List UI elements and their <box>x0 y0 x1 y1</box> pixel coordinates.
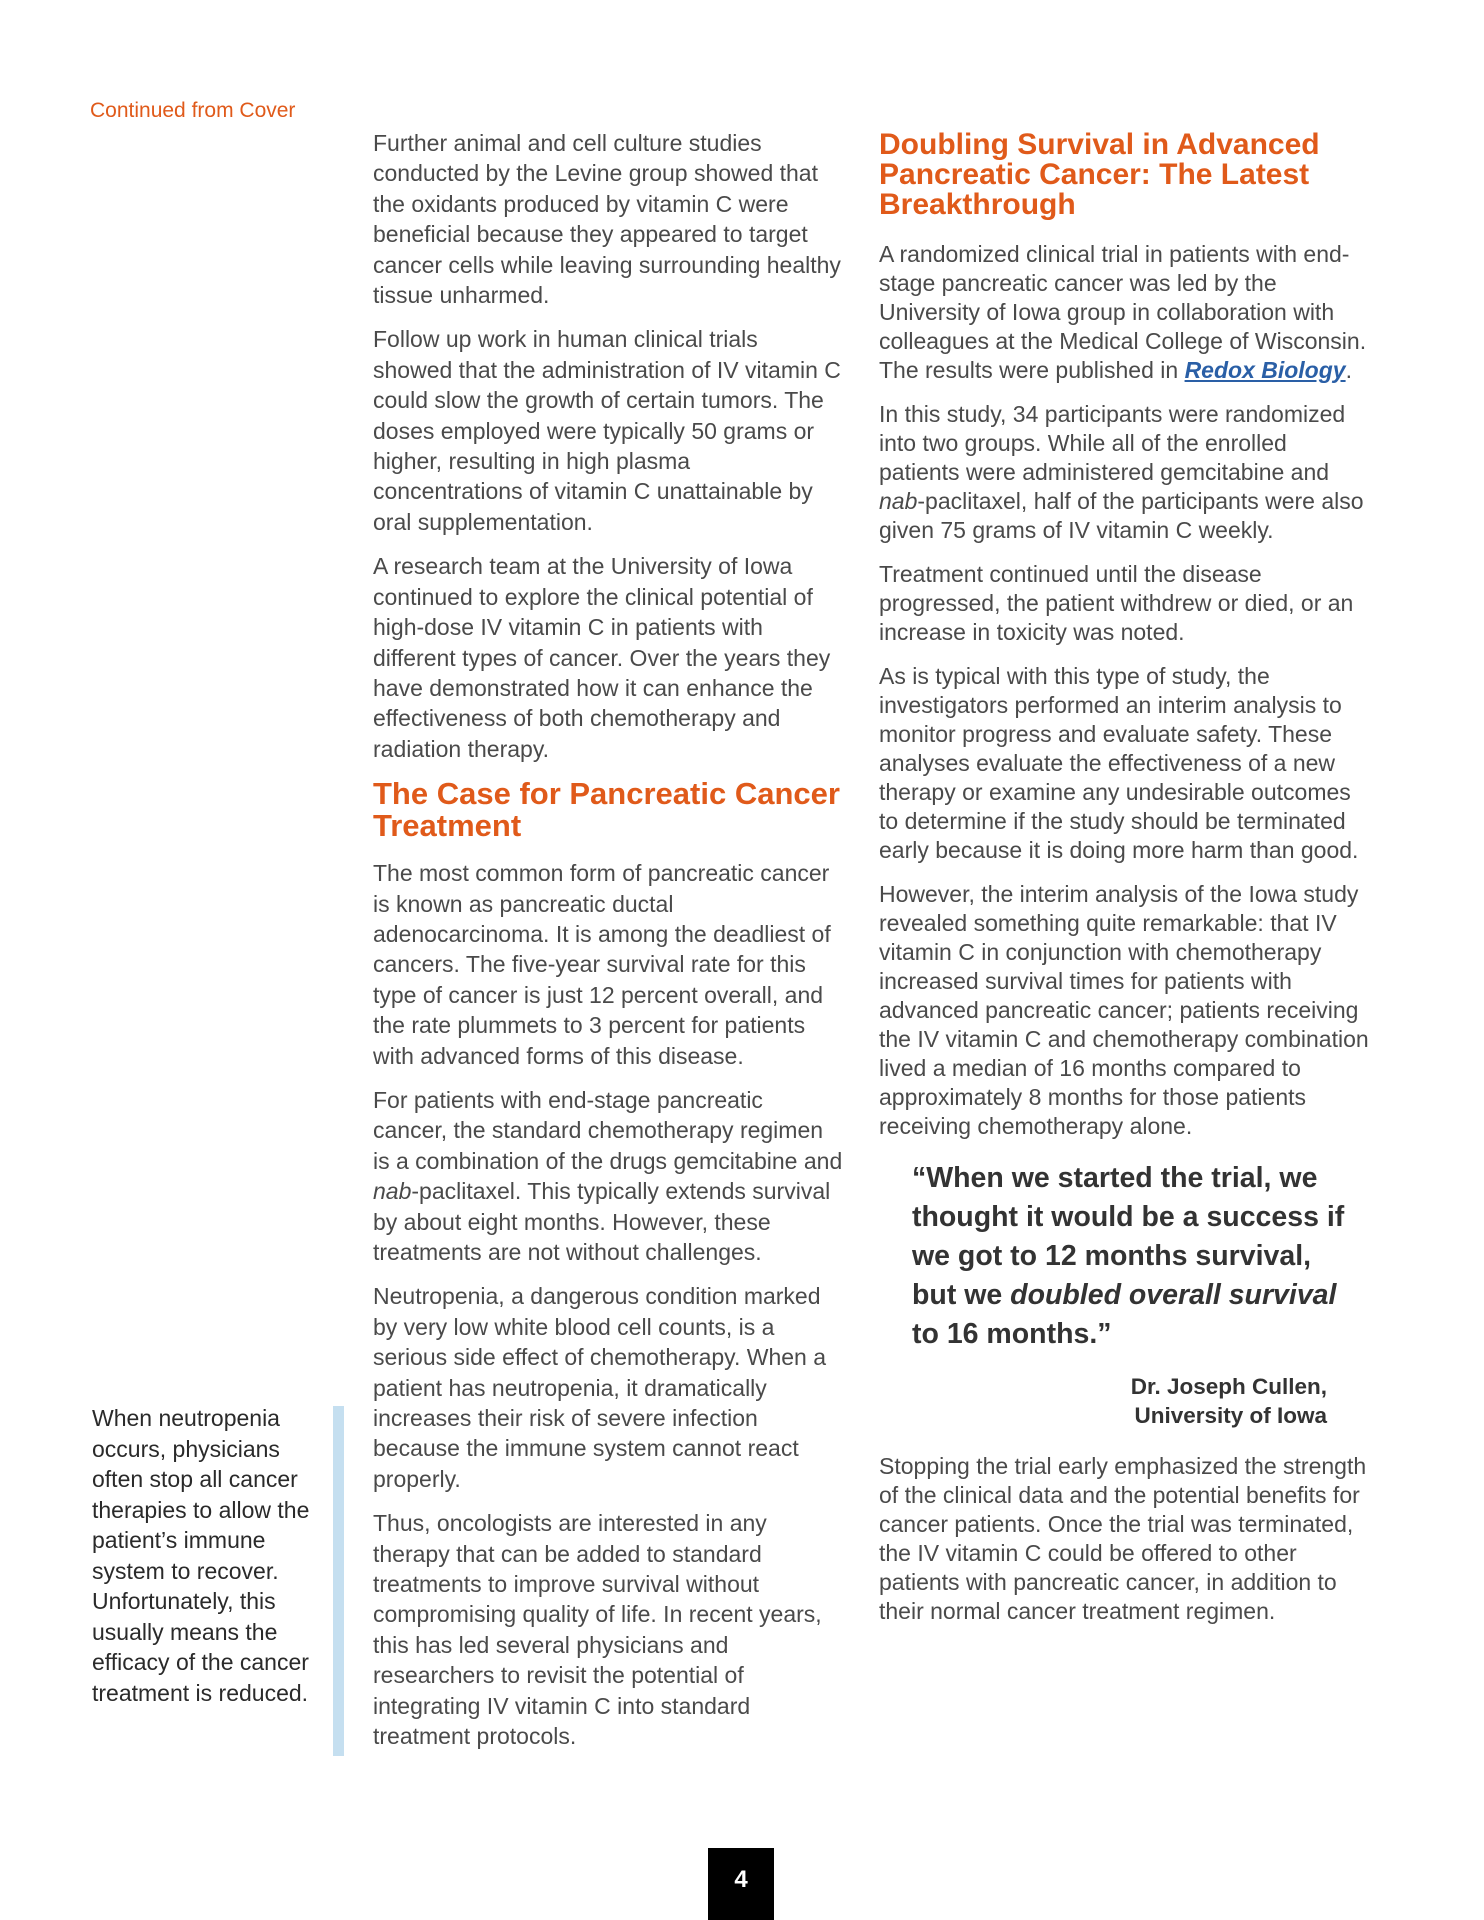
redox-biology-link[interactable]: Redox Biology <box>1184 357 1346 383</box>
paragraph: Neutropenia, a dangerous condition marked by very low white blood cell counts, is a serious side effect of chemotherapy. When a patient has neutropenia, it dramatically increases their risk of severe infection because the immune system cannot react properly. <box>373 1283 827 1492</box>
paragraph-text: -paclitaxel. This typically extends survival by about eight months. However, these treatments are not without challenges. <box>373 1178 831 1265</box>
paragraph: Thus, oncologists are interested in any therapy that can be added to standard treatments to improve survival without compromising quality of life. In recent years, this has led several physicians and researchers to revisit the potential of integrating IV vitamin C into standard treatment protocols. <box>373 1510 822 1750</box>
pull-quote <box>912 1159 1352 1354</box>
drug-name-italic: nab <box>879 488 918 514</box>
sidebar-accent-bar <box>333 1406 344 1756</box>
quote-text: “When we started the trial, we thought it would be a success if we got to 12 months survival, but we <box>912 1162 1345 1311</box>
paragraph: Follow up work in human clinical trials showed that the administration of IV vitamin C could slow the growth of certain tumors. The doses employed were typically 50 grams or higher, resulting in high plasma concentrations of vitamin C unattainable by oral supplementation. <box>373 326 841 535</box>
page-number: 4 <box>708 1848 774 1920</box>
right-column <box>879 128 1369 1641</box>
paragraph-text: For patients with end-stage pancreatic cancer, the standard chemotherapy regimen is a combination of the drugs gemcitabine and <box>373 1086 843 1174</box>
quote-author-affiliation: University of Iowa <box>1134 1403 1327 1428</box>
paragraph <box>373 1085 843 1267</box>
sidebar-callout: When neutropenia occurs, physicians often stop all cancer therapies to allow the patient’s immune system to recover. Unfortunately, this usually means the efficacy of the cancer treatment is reduced. <box>92 1405 310 1706</box>
paragraph: Further animal and cell culture studies conducted by the Levine group showed that the oxidants produced by vitamin C were beneficial because they appeared to target cancer cells while leaving surrounding healthy tissue unharmed. <box>373 130 841 309</box>
paragraph: However, the interim analysis of the Iowa study revealed something quite remarkable: that IV vitamin C in conjunction with chemotherapy increased survival times for patients with advanced pancreatic cancer; patients receiving the IV vitamin C and chemotherapy combination lived a median of 16 months compared to approximately 8 months for those patients receiving chemotherapy alone. <box>879 881 1369 1139</box>
paragraph-text: . <box>1345 357 1352 383</box>
paragraph: Treatment continued until the disease progressed, the patient withdrew or died, or an increase in toxicity was noted. <box>879 561 1354 645</box>
quote-emphasis: doubled overall survival <box>1010 1279 1337 1311</box>
paragraph: A research team at the University of Iowa continued to explore the clinical potential of high-dose IV vitamin C in patients with different types of cancer. Over the years they have demonstrated how it can enhance the effectiveness of both chemotherapy and radiation therapy. <box>373 553 831 762</box>
middle-column <box>373 128 843 1766</box>
paragraph <box>879 240 1369 385</box>
section-heading-doubling: Doubling Survival in Advanced Pancreatic Cancer: The Latest Breakthrough <box>879 128 1320 221</box>
quote-author-name: Dr. Joseph Cullen, <box>1130 1374 1327 1399</box>
quote-attribution <box>879 1372 1327 1430</box>
paragraph <box>879 400 1369 545</box>
paragraph-text: In this study, 34 participants were randomized into two groups. While all of the enrolled patients were administered gemcitabine and <box>879 401 1346 485</box>
section-heading-case: The Case for Pancreatic Cancer Treatment <box>373 776 840 844</box>
paragraph-text: A randomized clinical trial in patients with end-stage pancreatic cancer was led by the University of Iowa group in collaboration with colleagues at the Medical College of Wisconsin. The results were published in <box>879 241 1367 383</box>
quote-text: to 16 months.” <box>912 1318 1112 1350</box>
paragraph: The most common form of pancreatic cancer is known as pancreatic ductal adenocarcinoma. It is among the deadliest of cancers. The five-year survival rate for this type of cancer is just 12 percent overall, and the rate plummets to 3 percent for patients with advanced forms of this disease. <box>373 860 831 1069</box>
drug-name-italic: nab <box>373 1178 412 1205</box>
continued-from-cover-label: Continued from Cover <box>90 99 296 122</box>
paragraph-text: -paclitaxel, half of the participants were also given 75 grams of IV vitamin C weekly. <box>879 488 1364 543</box>
paragraph: Stopping the trial early emphasized the strength of the clinical data and the potential benefits for cancer patients. Once the trial was terminated, the IV vitamin C could be offered to other patients with pancreatic cancer, in addition to their normal cancer treatment regimen. <box>879 1453 1367 1624</box>
paragraph: As is typical with this type of study, the investigators performed an interim analysis to monitor progress and evaluate safety. These analyses evaluate the effectiveness of a new therapy or examine any undesirable outcomes to determine if the study should be terminated early because it is doing more harm than good. <box>879 663 1359 863</box>
